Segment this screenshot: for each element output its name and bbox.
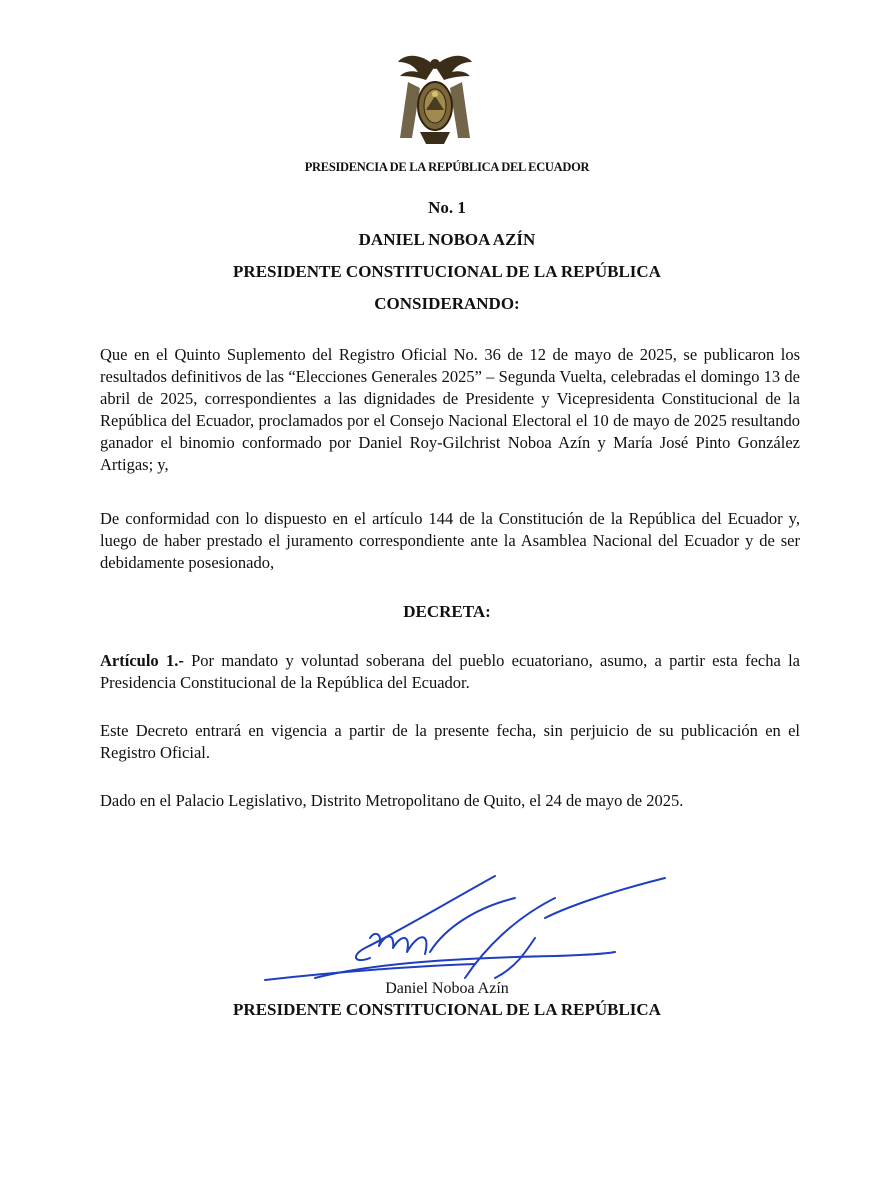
- president-title: PRESIDENTE CONSTITUCIONAL DE LA REPÚBLICA: [233, 262, 661, 281]
- article-1: [100, 650, 800, 694]
- signatory-title: PRESIDENTE CONSTITUCIONAL DE LA REPÚBLICA: [233, 1000, 661, 1019]
- decree-number: No. 1: [428, 198, 466, 217]
- consideration-2: De conformidad con lo dispuesto en el artículo 144 de la Constitución de la República del Ecuador y, luego de haber prestado el juramento correspondiente ante la Asamblea Nacional del Ecuador y de ser debidamente posesionado,: [100, 509, 800, 572]
- decree-heading: DECRETA:: [403, 602, 491, 621]
- signatory-name: Daniel Noboa Azín: [385, 980, 509, 997]
- given-clause: Dado en el Palacio Legislativo, Distrito Metropolitano de Quito, el 24 de mayo de 2025.: [100, 791, 684, 810]
- office-heading: PRESIDENCIA DE LA REPÚBLICA DEL ECUADOR: [304, 160, 590, 174]
- article-text: Por mandato y voluntad soberana del pueblo ecuatoriano, asumo, a partir esta fecha la Presidencia Constitucional de la República del Ecuador.: [100, 651, 801, 692]
- considering-heading: CONSIDERANDO:: [374, 294, 520, 313]
- validity-clause: Este Decreto entrará en vigencia a partir de la presente fecha, sin perjuicio de su publicación en el Registro Oficial.: [100, 721, 800, 762]
- article-label: Artículo 1.-: [100, 651, 184, 670]
- president-name: DANIEL NOBOA AZÍN: [358, 230, 536, 249]
- consideration-1: Que en el Quinto Suplemento del Registro Oficial No. 36 de 12 de mayo de 2025, se publicaron los resultados definitivos de las “Elecciones Generales 2025” – Segunda Vuelta, celebradas el domingo 13 de abril de 2025, correspondientes a las dignidades de Presidente y Vicepresidenta Constitucional de la República del Ecuador, proclamados por el Consejo Nacional Electoral el 10 de mayo de 2025 resultando ganador el binomio conformado por Daniel Roy-Gilchrist Noboa Azín y María José Pinto González Artigas; y,: [100, 345, 800, 474]
- coat-of-arms-icon: [390, 48, 480, 148]
